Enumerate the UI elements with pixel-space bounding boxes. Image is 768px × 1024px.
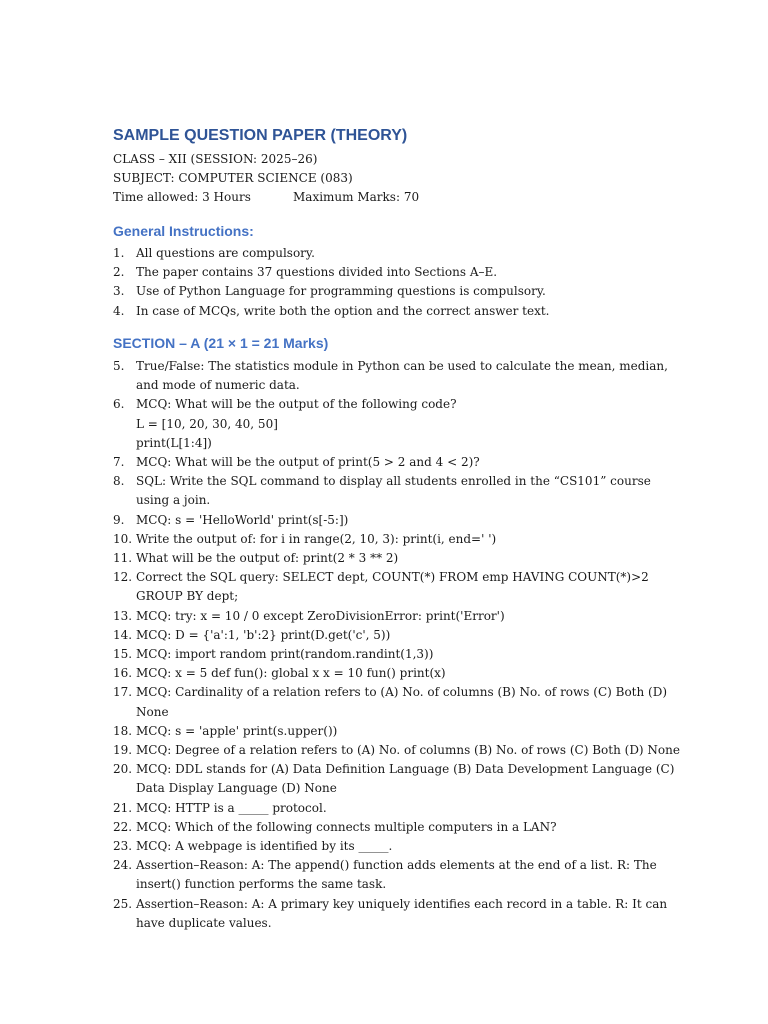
- item-text-line: Assertion–Reason: A: A primary key uniquely identifies each record in a table. R: It can: [136, 896, 668, 911]
- question-item: [0, 818, 768, 837]
- section-a-heading: SECTION – A (21 × 1 = 21 Marks): [113, 335, 329, 351]
- item-text-line: MCQ: DDL stands for (A) Data Definition Language (B) Data Development Language (C): [136, 762, 675, 777]
- maximum-marks: Maximum Marks: 70: [293, 190, 420, 204]
- paper-title: SAMPLE QUESTION PAPER (THEORY): [113, 127, 408, 144]
- item-number: 9.: [113, 512, 125, 527]
- item-text-line: SQL: Write the SQL command to display all students enrolled in the “CS101” course: [136, 474, 651, 489]
- item-number: 17.: [113, 685, 133, 700]
- item-text-line: Data Display Language (D) None: [136, 781, 337, 796]
- item-text-line: All questions are compulsory.: [136, 246, 315, 260]
- time-allowed: Time allowed: 3 Hours: [113, 190, 251, 204]
- item-number: 24.: [113, 858, 133, 873]
- item-number: 1.: [113, 246, 125, 260]
- item-text-line: insert() function performs the same task.: [136, 877, 387, 892]
- item-text-line: MCQ: What will be the output of print(5 > 2 and 4 < 2)?: [136, 455, 480, 470]
- question-item: [0, 511, 768, 530]
- item-number: 22.: [113, 819, 133, 834]
- item-text-line: Write the output of: for i in range(2, 10, 3): print(i, end=' '): [136, 531, 497, 546]
- question-item: [0, 530, 768, 549]
- question-item: [0, 357, 768, 395]
- question-item: [0, 664, 768, 683]
- item-text-line: MCQ: HTTP is a _____ protocol.: [136, 800, 327, 815]
- item-text-line: Correct the SQL query: SELECT dept, COUNT(*) FROM emp HAVING COUNT(*)>2: [136, 570, 649, 585]
- item-text-line: The paper contains 37 questions divided into Sections A–E.: [136, 265, 498, 280]
- item-number: 6.: [113, 397, 125, 412]
- question-item: [0, 626, 768, 645]
- item-text-line: MCQ: try: x = 10 / 0 except ZeroDivisionError: print('Error'): [136, 608, 505, 623]
- item-number: 11.: [113, 551, 133, 566]
- item-number: 5.: [113, 359, 125, 373]
- question-item: [0, 895, 768, 933]
- section-a-question-list: [0, 357, 768, 933]
- item-text-line: Assertion–Reason: A: The append() function adds elements at the end of a list. R: The: [136, 858, 657, 873]
- question-item: [0, 453, 768, 472]
- general-instructions-list: [0, 244, 768, 321]
- item-text-line: What will be the output of: print(2 * 3 ** 2): [136, 551, 399, 566]
- item-text-line: True/False: The statistics module in Python can be used to calculate the mean, median,: [136, 359, 668, 373]
- item-text-line: MCQ: A webpage is identified by its _____.: [136, 839, 393, 854]
- item-number: 10.: [113, 531, 133, 546]
- item-text-line: MCQ: Cardinality of a relation refers to (A) No. of columns (B) No. of rows (C) Both (D): [136, 685, 668, 700]
- item-text-line: MCQ: D = {'a':1, 'b':2} print(D.get('c', 5)): [136, 627, 391, 642]
- general-instructions-heading: General Instructions:: [113, 223, 254, 239]
- item-text-line: using a join.: [136, 493, 211, 508]
- item-number: 23.: [113, 839, 133, 854]
- item-number: 4.: [113, 303, 125, 318]
- item-text-line: GROUP BY dept;: [136, 589, 239, 604]
- item-text-line: MCQ: Degree of a relation refers to (A) No. of columns (B) No. of rows (C) Both (D) None: [136, 743, 680, 758]
- item-number: 13.: [113, 608, 133, 623]
- item-number: 2.: [113, 265, 125, 280]
- item-text-line: MCQ: Which of the following connects multiple computers in a LAN?: [136, 819, 557, 834]
- instruction-item: [0, 302, 768, 321]
- item-number: 14.: [113, 627, 133, 642]
- question-item: [0, 760, 768, 798]
- item-text-line: print(L[1:4]): [136, 435, 212, 450]
- item-number: 20.: [113, 762, 133, 777]
- item-text-line: MCQ: s = 'HelloWorld' print(s[-5:]): [136, 512, 349, 527]
- item-text-line: None: [136, 704, 169, 719]
- question-item: [0, 856, 768, 894]
- question-item: [0, 645, 768, 664]
- item-text-line: and mode of numeric data.: [136, 378, 300, 393]
- question-item: [0, 549, 768, 568]
- item-text-line: Use of Python Language for programming questions is compulsory.: [136, 284, 546, 299]
- question-item: [0, 799, 768, 818]
- instruction-item: [0, 244, 768, 263]
- question-item: [0, 472, 768, 510]
- subject-line: SUBJECT: COMPUTER SCIENCE (083): [113, 171, 353, 185]
- item-number: 21.: [113, 800, 133, 815]
- item-text-line: MCQ: x = 5 def fun(): global x x = 10 fun() print(x): [136, 666, 446, 681]
- item-number: 25.: [113, 896, 133, 911]
- item-text-line: MCQ: s = 'apple' print(s.upper()): [136, 723, 338, 738]
- instruction-item: [0, 263, 768, 282]
- question-item: [0, 568, 768, 606]
- question-item: [0, 395, 768, 453]
- item-number: 15.: [113, 647, 133, 662]
- question-item: [0, 741, 768, 760]
- instruction-item: [0, 282, 768, 301]
- item-text-line: MCQ: import random print(random.randint(1,3)): [136, 647, 434, 662]
- item-number: 16.: [113, 666, 133, 681]
- item-number: 12.: [113, 570, 133, 585]
- item-number: 8.: [113, 474, 125, 489]
- item-text-line: L = [10, 20, 30, 40, 50]: [136, 416, 278, 431]
- item-number: 19.: [113, 743, 133, 758]
- question-item: [0, 683, 768, 721]
- item-number: 7.: [113, 455, 125, 470]
- item-text-line: have duplicate values.: [136, 915, 272, 930]
- item-number: 18.: [113, 723, 133, 738]
- item-number: 3.: [113, 284, 125, 299]
- time-marks-line: [113, 188, 420, 207]
- question-item: [0, 607, 768, 626]
- class-session-line: CLASS – XII (SESSION: 2025–26): [113, 152, 318, 166]
- question-item: [0, 722, 768, 741]
- item-text-line: MCQ: What will be the output of the following code?: [136, 397, 457, 412]
- item-text-line: In case of MCQs, write both the option and the correct answer text.: [136, 303, 550, 318]
- question-item: [0, 837, 768, 856]
